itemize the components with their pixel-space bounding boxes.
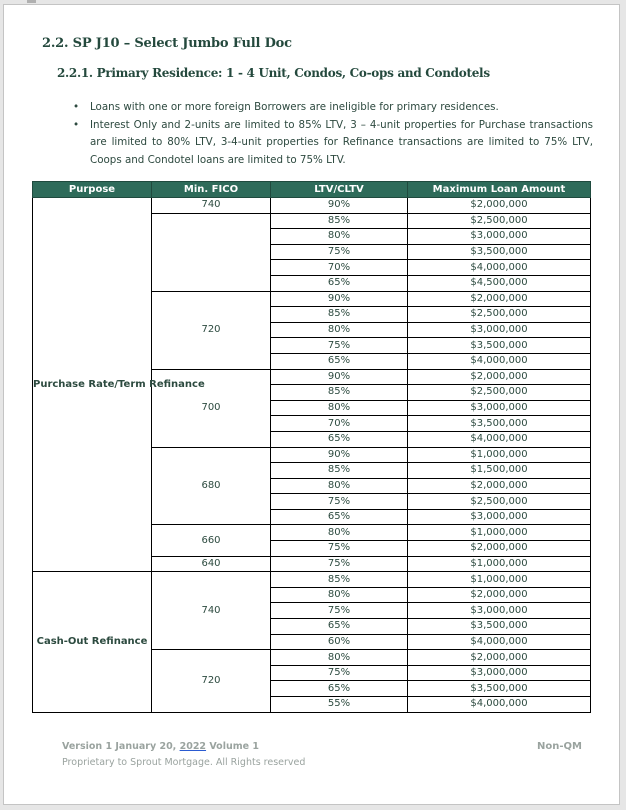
ltv-cell: 85% [271,213,408,229]
header-max-loan-amount: Maximum Loan Amount [408,182,591,198]
min-fico-cell: 640 [152,556,271,572]
ltv-cell: 90% [271,447,408,463]
max-loan-amount-cell: $2,000,000 [408,369,591,385]
max-loan-amount-cell: $3,000,000 [408,509,591,525]
max-loan-amount-cell: $2,000,000 [408,650,591,666]
max-loan-amount-cell: $4,000,000 [408,634,591,650]
max-loan-amount-cell: $3,500,000 [408,681,591,697]
ltv-cell: 65% [271,275,408,291]
ltv-cell: 75% [271,338,408,354]
min-fico-cell: 740 [152,572,271,650]
ltv-cell: 65% [271,681,408,697]
max-loan-amount-cell: $2,000,000 [408,291,591,307]
ltv-cell: 80% [271,525,408,541]
max-loan-amount-cell: $2,500,000 [408,494,591,510]
max-loan-amount-cell: $2,500,000 [408,307,591,323]
ltv-cell: 80% [271,650,408,666]
ltv-cell: 75% [271,494,408,510]
max-loan-amount-cell: $2,000,000 [408,198,591,214]
ltv-cell: 65% [271,353,408,369]
max-loan-amount-cell: $4,500,000 [408,275,591,291]
ltv-cell: 70% [271,260,408,276]
ltv-cell: 75% [271,556,408,572]
max-loan-amount-cell: $1,000,000 [408,556,591,572]
ltv-cell: 80% [271,478,408,494]
footer-copyright: Proprietary to Sprout Mortgage. All Rights reserved [62,757,306,768]
max-loan-amount-cell: $3,000,000 [408,665,591,681]
ltv-cell: 65% [271,431,408,447]
header-min-fico: Min. FICO [152,182,271,198]
bullet-icon: • [73,118,80,131]
loan-limits-table [32,181,591,713]
min-fico-cell: 740 [152,198,271,214]
max-loan-amount-cell: $2,000,000 [408,587,591,603]
max-loan-amount-cell: $3,000,000 [408,603,591,619]
ltv-cell: 80% [271,587,408,603]
ltv-cell: 75% [271,244,408,260]
ltv-cell: 85% [271,572,408,588]
max-loan-amount-cell: $3,500,000 [408,619,591,635]
ltv-cell: 60% [271,634,408,650]
max-loan-amount-cell: $2,000,000 [408,541,591,557]
max-loan-amount-cell: $3,500,000 [408,416,591,432]
max-loan-amount-cell: $3,500,000 [408,338,591,354]
purpose-cell: Purchase Rate/Term Refinance [33,198,152,572]
bullet-item [73,117,593,170]
min-fico-cell: 720 [152,291,271,369]
footer-category: Non-QM [537,741,582,752]
header-ltv-cltv: LTV/CLTV [271,182,408,198]
ltv-cell: 80% [271,322,408,338]
min-fico-cell: 720 [152,650,271,712]
footer-version [62,741,259,752]
ltv-cell: 80% [271,400,408,416]
max-loan-amount-cell: $3,000,000 [408,229,591,245]
max-loan-amount-cell: $3,000,000 [408,400,591,416]
ltv-cell: 75% [271,541,408,557]
ltv-cell: 70% [271,416,408,432]
ltv-cell: 75% [271,603,408,619]
max-loan-amount-cell: $4,000,000 [408,697,591,713]
bullet-item [73,99,593,117]
ltv-cell: 65% [271,509,408,525]
ltv-cell: 90% [271,198,408,214]
ltv-cell: 55% [271,697,408,713]
ltv-cell: 65% [271,619,408,635]
bullet-icon: • [73,101,80,113]
max-loan-amount-cell: $3,500,000 [408,244,591,260]
table-row [33,572,591,588]
footer-version-year: 2022 [179,741,207,752]
purpose-cell: Cash-Out Refinance [33,572,152,712]
max-loan-amount-cell: $2,500,000 [408,385,591,401]
max-loan-amount-cell: $4,000,000 [408,353,591,369]
table-body [33,198,591,713]
subsection-title: 2.2.1. Primary Residence: 1 - 4 Unit, Condos, Co-ops and Condotels [57,66,490,80]
ltv-cell: 80% [271,229,408,245]
min-fico-cell: 680 [152,447,271,525]
max-loan-amount-cell: $4,000,000 [408,260,591,276]
min-fico-cell: 700 [152,369,271,447]
footer-version-suffix: Volume 1 [206,741,259,752]
page-tab-marker [27,0,36,3]
footer-version-prefix: Version 1 January 20, [62,741,180,752]
ltv-cell: 85% [271,307,408,323]
max-loan-amount-cell: $2,000,000 [408,478,591,494]
max-loan-amount-cell: $2,500,000 [408,213,591,229]
ltv-cell: 85% [271,463,408,479]
table-row [33,198,591,214]
ltv-cell: 90% [271,369,408,385]
bullet-text: Interest Only and 2-units are limited to 85% LTV, 3 – 4-unit properties for Purchase transactions are limited to 80% LTV, 3-4-unit properties for Refinance transactions are limited to 75% LTV, Coops and Condotel loans are limited to 75% LTV. [90,118,593,166]
max-loan-amount-cell: $3,000,000 [408,322,591,338]
ltv-cell: 90% [271,291,408,307]
section-title: 2.2. SP J10 – Select Jumbo Full Doc [42,36,292,51]
bullet-text: Loans with one or more foreign Borrowers are ineligible for primary residences. [90,101,499,113]
max-loan-amount-cell: $1,000,000 [408,572,591,588]
guideline-bullets [73,99,593,169]
max-loan-amount-cell: $1,000,000 [408,525,591,541]
min-fico-cell [152,213,271,291]
max-loan-amount-cell: $1,000,000 [408,447,591,463]
table-header-row [33,182,591,198]
max-loan-amount-cell: $4,000,000 [408,431,591,447]
ltv-cell: 85% [271,385,408,401]
min-fico-cell: 660 [152,525,271,556]
max-loan-amount-cell: $1,500,000 [408,463,591,479]
ltv-cell: 75% [271,665,408,681]
header-purpose: Purpose [33,182,152,198]
